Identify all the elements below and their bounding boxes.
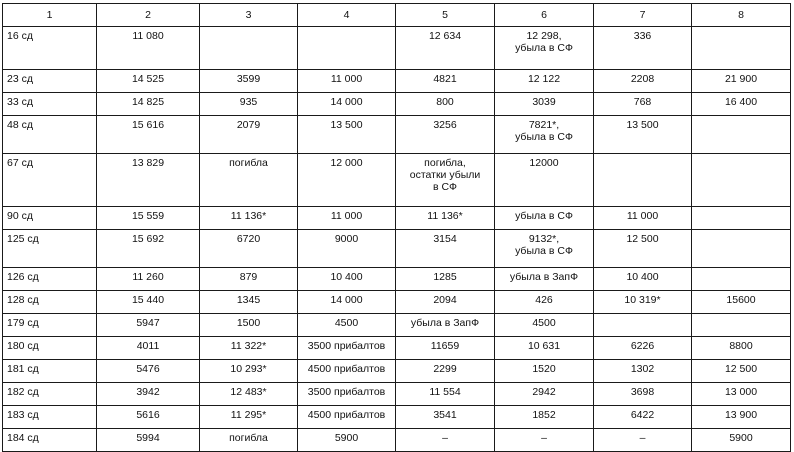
table-cell: 5947: [97, 314, 200, 337]
table-cell: 10 631: [495, 337, 594, 360]
table-cell: 13 500: [298, 116, 396, 154]
division-name-cell: 128 сд: [3, 291, 97, 314]
table-cell: 13 900: [692, 406, 791, 429]
table-cell: 768: [594, 93, 692, 116]
table-cell: 12 483*: [200, 383, 298, 406]
table-cell: 1500: [200, 314, 298, 337]
table-row: [3, 360, 791, 383]
table-cell: 14 525: [97, 70, 200, 93]
table-row: [3, 207, 791, 230]
table-row: [3, 70, 791, 93]
table-cell: 3500 прибалтов: [298, 337, 396, 360]
table-row: [3, 429, 791, 452]
division-name-cell: 16 сд: [3, 27, 97, 70]
table-cell: 15 616: [97, 116, 200, 154]
table-cell: 14 000: [298, 291, 396, 314]
table-cell: 16 400: [692, 93, 791, 116]
table-cell: 2079: [200, 116, 298, 154]
table-cell: 12 000: [298, 154, 396, 207]
table-cell: 13 500: [594, 116, 692, 154]
table-body: [3, 27, 791, 452]
table-cell: 2208: [594, 70, 692, 93]
table-cell: [594, 314, 692, 337]
table-cell: 11 136*: [396, 207, 495, 230]
table-cell: 11 322*: [200, 337, 298, 360]
division-name-cell: 182 сд: [3, 383, 97, 406]
table-cell: 1852: [495, 406, 594, 429]
table-cell: 11 000: [594, 207, 692, 230]
header-cell: 6: [495, 4, 594, 27]
header-cell: 5: [396, 4, 495, 27]
division-name-cell: 67 сд: [3, 154, 97, 207]
table-cell: 9132*, убыла в СФ: [495, 230, 594, 268]
table-cell: 14 000: [298, 93, 396, 116]
table-cell: 10 400: [594, 268, 692, 291]
division-name-cell: 179 сд: [3, 314, 97, 337]
table-cell: убыла в ЗапФ: [495, 268, 594, 291]
table-row: [3, 93, 791, 116]
division-name-cell: 125 сд: [3, 230, 97, 268]
table-cell: 5994: [97, 429, 200, 452]
table-cell: 4500: [298, 314, 396, 337]
table-cell: погибла, остатки убыли в СФ: [396, 154, 495, 207]
table-cell: [200, 27, 298, 70]
table-cell: –: [594, 429, 692, 452]
table-cell: [692, 230, 791, 268]
table-cell: 4821: [396, 70, 495, 93]
table-cell: 14 825: [97, 93, 200, 116]
table-cell: 11 000: [298, 70, 396, 93]
table-cell: 4500: [495, 314, 594, 337]
table-cell: 8800: [692, 337, 791, 360]
table-row: [3, 116, 791, 154]
table-cell: 336: [594, 27, 692, 70]
table-row: [3, 291, 791, 314]
table-cell: 12 122: [495, 70, 594, 93]
table-cell: 11 080: [97, 27, 200, 70]
header-row: [3, 4, 791, 27]
table-cell: 11659: [396, 337, 495, 360]
document-sheet: [2, 3, 791, 452]
table-cell: 6720: [200, 230, 298, 268]
table-cell: 426: [495, 291, 594, 314]
table-cell: 5616: [97, 406, 200, 429]
table-cell: 5900: [298, 429, 396, 452]
table-cell: –: [495, 429, 594, 452]
division-name-cell: 126 сд: [3, 268, 97, 291]
table-cell: 3942: [97, 383, 200, 406]
table-cell: [298, 27, 396, 70]
table-cell: 10 400: [298, 268, 396, 291]
table-cell: [692, 268, 791, 291]
table-cell: 4500 прибалтов: [298, 360, 396, 383]
division-name-cell: 180 сд: [3, 337, 97, 360]
table-cell: [692, 27, 791, 70]
table-row: [3, 337, 791, 360]
table-row: [3, 268, 791, 291]
division-name-cell: 90 сд: [3, 207, 97, 230]
table-cell: погибла: [200, 154, 298, 207]
header-cell: 4: [298, 4, 396, 27]
table-cell: 11 000: [298, 207, 396, 230]
table-cell: [692, 314, 791, 337]
table-cell: 10 293*: [200, 360, 298, 383]
table-cell: 11 260: [97, 268, 200, 291]
table-cell: 800: [396, 93, 495, 116]
table-cell: 5476: [97, 360, 200, 383]
table-cell: 3541: [396, 406, 495, 429]
table-cell: 4011: [97, 337, 200, 360]
header-cell: 7: [594, 4, 692, 27]
table-cell: 6226: [594, 337, 692, 360]
table-row: [3, 406, 791, 429]
table-cell: 12 500: [594, 230, 692, 268]
table-cell: 3039: [495, 93, 594, 116]
table-row: [3, 314, 791, 337]
table-cell: [594, 154, 692, 207]
header-cell: 8: [692, 4, 791, 27]
table-cell: 11 554: [396, 383, 495, 406]
table-cell: 2299: [396, 360, 495, 383]
table-row: [3, 383, 791, 406]
table-cell: 15 440: [97, 291, 200, 314]
header-cell: 2: [97, 4, 200, 27]
table-cell: [692, 116, 791, 154]
table-cell: 13 000: [692, 383, 791, 406]
table-cell: 11 295*: [200, 406, 298, 429]
table-cell: убыла в ЗапФ: [396, 314, 495, 337]
table-cell: 11 136*: [200, 207, 298, 230]
table-cell: 3256: [396, 116, 495, 154]
table-cell: 4500 прибалтов: [298, 406, 396, 429]
table-cell: 12 500: [692, 360, 791, 383]
table-cell: 879: [200, 268, 298, 291]
table-row: [3, 230, 791, 268]
table-cell: 935: [200, 93, 298, 116]
table-cell: 1345: [200, 291, 298, 314]
table-cell: 10 319*: [594, 291, 692, 314]
table-cell: 15600: [692, 291, 791, 314]
division-name-cell: 33 сд: [3, 93, 97, 116]
table-cell: [692, 154, 791, 207]
table-cell: 3154: [396, 230, 495, 268]
table-cell: 2942: [495, 383, 594, 406]
division-name-cell: 48 сд: [3, 116, 97, 154]
table-cell: 5900: [692, 429, 791, 452]
table-cell: 2094: [396, 291, 495, 314]
table-cell: 9000: [298, 230, 396, 268]
table-cell: 6422: [594, 406, 692, 429]
table-cell: 12 634: [396, 27, 495, 70]
table-cell: 21 900: [692, 70, 791, 93]
table-cell: 15 692: [97, 230, 200, 268]
table-cell: –: [396, 429, 495, 452]
table-cell: 3698: [594, 383, 692, 406]
table-cell: убыла в СФ: [495, 207, 594, 230]
table-cell: 7821*, убыла в СФ: [495, 116, 594, 154]
table-cell: 1285: [396, 268, 495, 291]
table-row: [3, 27, 791, 70]
table-cell: 12000: [495, 154, 594, 207]
table-cell: 13 829: [97, 154, 200, 207]
table-cell: [692, 207, 791, 230]
table-cell: 1520: [495, 360, 594, 383]
division-name-cell: 184 сд: [3, 429, 97, 452]
header-cell: 1: [3, 4, 97, 27]
table-cell: 3599: [200, 70, 298, 93]
division-name-cell: 183 сд: [3, 406, 97, 429]
division-name-cell: 181 сд: [3, 360, 97, 383]
divisions-table: [2, 3, 791, 452]
table-row: [3, 154, 791, 207]
division-name-cell: 23 сд: [3, 70, 97, 93]
table-cell: погибла: [200, 429, 298, 452]
table-cell: 15 559: [97, 207, 200, 230]
table-cell: 1302: [594, 360, 692, 383]
table-cell: 3500 прибалтов: [298, 383, 396, 406]
table-cell: 12 298, убыла в СФ: [495, 27, 594, 70]
header-cell: 3: [200, 4, 298, 27]
